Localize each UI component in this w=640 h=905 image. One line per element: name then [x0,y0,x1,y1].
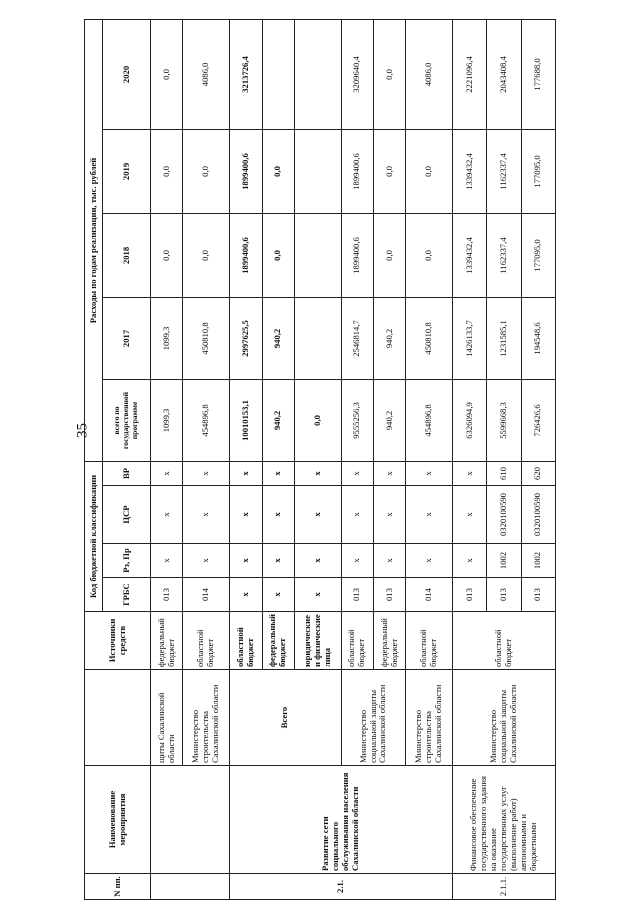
cell-2017: 940,2 [374,297,406,379]
header-2018: 2018 [103,213,151,297]
cell-name: Развитие сети социального обслуживания населения Сахалинской области [230,766,453,874]
cell-grbs: 013 [341,578,373,612]
cell-csr: 0320100590 [521,486,555,544]
cell-vr: х [341,461,373,485]
cell-rz: х [406,544,453,578]
cell-rz: х [151,544,183,578]
cell-grbs: х [262,578,294,612]
cell-rz: х [294,544,341,578]
table-row [453,19,487,899]
cell-name: Финансовое обеспечение государственного задания на оказание государственных услуг (выполнение работ) автономными и бюджетными [453,766,556,874]
cell-2020 [294,19,341,129]
cell-2018: 1339432,4 [453,213,487,297]
cell-executor: Всего [230,670,342,766]
cell-total: 6326094,9 [453,379,487,461]
cell-2019: 1162337,4 [487,129,521,213]
header-2017: 2017 [103,297,151,379]
header-2020: 2020 [103,19,151,129]
cell-total: 940,2 [374,379,406,461]
cell-grbs: 013 [487,578,521,612]
cell-vr: 620 [521,461,555,485]
cell-source: областной бюджет [406,612,453,670]
cell-2018: 1162337,4 [487,213,521,297]
cell-csr: х [151,486,183,544]
cell-rz: 1002 [521,544,555,578]
cell-2018: 1899400,6 [341,213,373,297]
cell-2018: 0,0 [374,213,406,297]
cell-csr: х [406,486,453,544]
cell-2020: 177688,0 [521,19,555,129]
cell-executor: Министерство социальной защиты Сахалинской области [341,670,406,766]
cell-vr: х [151,461,183,485]
cell-vr: х [406,461,453,485]
header-source: Источники средств [85,612,151,670]
cell-total: 9555256,3 [341,379,373,461]
cell-grbs: 014 [406,578,453,612]
header-vr: ВР [103,461,151,485]
cell-vr: х [230,461,262,485]
cell-executor: Министерство строительства Сахалинской области [183,670,230,766]
cell-2017: 1426133,7 [453,297,487,379]
cell-total: 940,2 [262,379,294,461]
cell-total: 454896,8 [183,379,230,461]
header-rz-pr: Рз, Пр [103,544,151,578]
cell-rz: х [230,544,262,578]
cell-num [151,874,230,900]
cell-grbs: 013 [521,578,555,612]
cell-2018: 0,0 [406,213,453,297]
cell-csr: х [341,486,373,544]
cell-csr: х [262,486,294,544]
cell-2019: 1339432,4 [453,129,487,213]
cell-csr: х [230,486,262,544]
cell-rz: 1002 [487,544,521,578]
cell-executor: Министерство строительства Сахалинской области [406,670,453,766]
cell-rz: х [374,544,406,578]
cell-2019: 0,0 [183,129,230,213]
cell-vr: х [453,461,487,485]
cell-grbs: 014 [183,578,230,612]
cell-2019 [294,129,341,213]
header-num: N пп. [85,874,151,900]
cell-2019: 0,0 [374,129,406,213]
cell-source: федеральный бюджет [262,612,294,670]
cell-2020: 4086,0 [406,19,453,129]
cell-csr: 0320100590 [487,486,521,544]
cell-2020: 4086,0 [183,19,230,129]
cell-vr: х [262,461,294,485]
cell-2020: 0,0 [374,19,406,129]
cell-2018: 0,0 [183,213,230,297]
header-2019: 2019 [103,129,151,213]
cell-2017: 450810,8 [406,297,453,379]
rotated-table-container [84,20,556,900]
cell-rz: х [183,544,230,578]
cell-csr: х [374,486,406,544]
header-budget-code: Код бюджетной классификации [85,461,103,611]
cell-grbs: 013 [374,578,406,612]
cell-2020: 2221096,4 [453,19,487,129]
cell-num: 2.1. [230,874,453,900]
cell-2017 [294,297,341,379]
cell-2017: 1099,3 [151,297,183,379]
cell-2020 [262,19,294,129]
cell-source: областной бюджет [341,612,373,670]
cell-2019: 1899400,6 [230,129,262,213]
cell-2018 [294,213,341,297]
cell-grbs: 013 [453,578,487,612]
cell-2018: 0,0 [151,213,183,297]
cell-rz: х [262,544,294,578]
cell-source: федеральный бюджет [374,612,406,670]
cell-grbs: х [230,578,262,612]
cell-2019: 0,0 [151,129,183,213]
header-total: всего по государственной программе [103,379,151,461]
cell-2018: 1899400,6 [230,213,262,297]
cell-2017: 940,2 [262,297,294,379]
cell-2018: 0,0 [262,213,294,297]
cell-name [151,766,230,874]
cell-source: областной бюджет [183,612,230,670]
cell-total: 0,0 [294,379,341,461]
header-row-1 [85,19,103,899]
cell-source: юридические и физические лица [294,612,341,670]
cell-total: 1099,3 [151,379,183,461]
cell-grbs: 013 [151,578,183,612]
cell-vr: 610 [487,461,521,485]
cell-source: федеральный бюджет [151,612,183,670]
header-name: Наименование мероприятия [85,766,151,874]
cell-2019: 0,0 [262,129,294,213]
cell-total: 5599668,3 [487,379,521,461]
cell-2017: 2546814,7 [341,297,373,379]
budget-table [84,19,556,900]
cell-2017: 194548,6 [521,297,555,379]
cell-executor: Министерство социальной защиты Сахалинской области [453,670,556,766]
cell-csr: х [294,486,341,544]
cell-csr: х [183,486,230,544]
cell-source: областной бюджет [230,612,262,670]
cell-vr: х [374,461,406,485]
cell-vr: х [294,461,341,485]
header-csr: ЦСР [103,486,151,544]
cell-2020: 0,0 [151,19,183,129]
cell-vr: х [183,461,230,485]
cell-total: 10010153,1 [230,379,262,461]
cell-total: 454896,8 [406,379,453,461]
cell-2019: 1899400,6 [341,129,373,213]
cell-2019: 177095,0 [521,129,555,213]
header-executor [85,670,151,766]
cell-2018: 177095,0 [521,213,555,297]
cell-rz: х [341,544,373,578]
cell-2020: 2043408,4 [487,19,521,129]
cell-num: 2.1.1. [453,874,556,900]
header-grbs: ГРБС [103,578,151,612]
cell-executor: щиты Сахалинской области [151,670,183,766]
cell-2017: 1231585,1 [487,297,521,379]
cell-2017: 2997625,5 [230,297,262,379]
page-number: 35 [74,423,91,438]
cell-2020: 3209640,4 [341,19,373,129]
cell-2019: 0,0 [406,129,453,213]
cell-rz: х [453,544,487,578]
cell-total: 726426,6 [521,379,555,461]
header-expenses: Расходы по годам реализации, тыс. рублей [85,19,103,461]
table-row [151,19,183,899]
table-row [230,19,262,899]
cell-source: областной бюджет [453,612,556,670]
cell-grbs: х [294,578,341,612]
cell-2017: 450810,8 [183,297,230,379]
cell-csr: х [453,486,487,544]
cell-2020: 3213726,4 [230,19,262,129]
